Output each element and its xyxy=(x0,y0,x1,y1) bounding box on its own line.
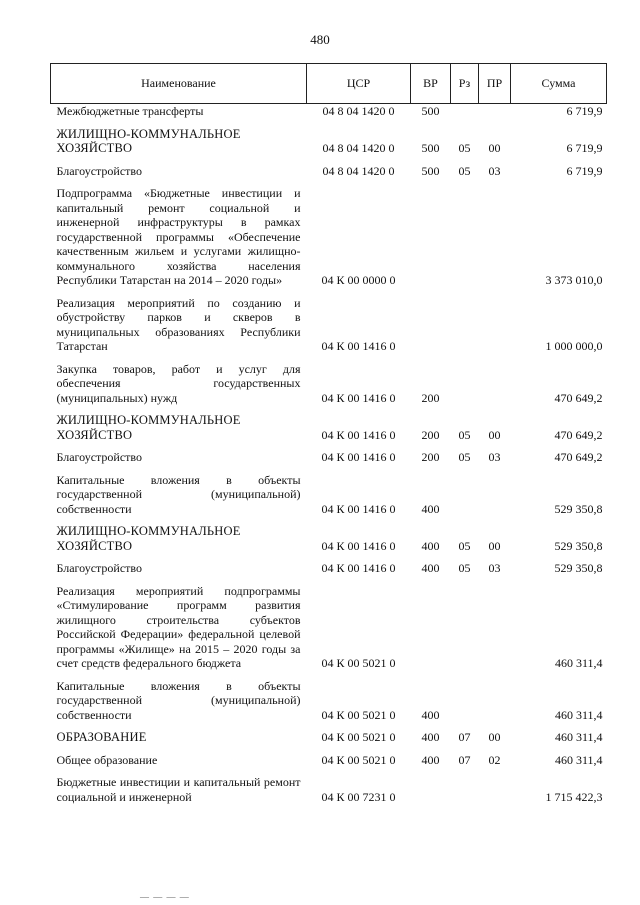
table-row xyxy=(51,104,607,119)
cell-sum: 529 350,8 xyxy=(554,561,603,575)
cell-csr: 04 К 00 1416 0 xyxy=(321,427,396,442)
cell-csr: 04 К 00 5021 0 xyxy=(321,752,396,767)
cell-sum: 529 350,8 xyxy=(554,538,603,553)
header-vr: ВР xyxy=(411,64,451,104)
cell-vr: 500 xyxy=(421,163,440,178)
cell-pr: 03 xyxy=(488,163,501,178)
cell-rz: 05 xyxy=(458,141,471,155)
table-row xyxy=(51,473,607,517)
cell-name: Общее образование xyxy=(56,752,158,767)
cell-name: Благоустройство xyxy=(56,561,143,575)
cell-sum: 6 719,9 xyxy=(566,163,603,178)
cell-name: Бюджетные инвестиции и капитальный ремонт социальной и инженерной xyxy=(56,775,301,804)
cell-rz: 05 xyxy=(458,163,471,178)
cell-pr xyxy=(479,775,511,804)
table-row xyxy=(51,524,607,553)
cell-name: ЖИЛИЩНО-КОММУНАЛЬНОЕ ХОЗЯЙСТВО xyxy=(56,126,241,155)
cell-sum: 460 311,4 xyxy=(554,752,603,767)
cell-rz: 05 xyxy=(458,561,471,575)
cell-rz xyxy=(451,296,479,354)
table-row xyxy=(51,362,607,406)
table-row xyxy=(51,584,607,671)
cell-csr: 04 К 00 1416 0 xyxy=(321,538,396,553)
budget-table xyxy=(50,63,607,804)
cell-pr: 03 xyxy=(488,450,501,464)
cell-csr: 04 8 04 1420 0 xyxy=(322,163,395,178)
cell-name: ОБРАЗОВАНИЕ xyxy=(56,730,147,744)
cell-csr: 04 К 00 5021 0 xyxy=(321,707,396,722)
page-number: 480 xyxy=(310,32,330,47)
scan-artifact: — — — — xyxy=(140,892,190,902)
cell-name: Реализация мероприятий подпрограммы «Стимулирование программ развития жилищного строительства субъектов Российской Федерации» федеральной целевой программы «Жилище» на 2015 – 2020 годы за счет средств федерального бюджета xyxy=(56,583,301,670)
row-spacer xyxy=(51,354,607,362)
cell-pr: 02 xyxy=(488,752,501,767)
cell-rz: 05 xyxy=(458,427,471,442)
table-body xyxy=(51,104,607,805)
cell-pr: 00 xyxy=(488,538,501,553)
row-spacer xyxy=(51,442,607,450)
cell-sum: 460 311,4 xyxy=(554,730,603,744)
cell-sum: 460 311,4 xyxy=(554,656,603,670)
cell-csr: 04 К 00 0000 0 xyxy=(321,273,396,287)
cell-pr xyxy=(479,362,511,406)
cell-rz xyxy=(451,473,479,517)
cell-rz xyxy=(451,186,479,288)
cell-sum: 470 649,2 xyxy=(554,390,603,405)
row-spacer xyxy=(51,156,607,164)
cell-csr: 04 К 00 1416 0 xyxy=(321,450,396,464)
cell-vr xyxy=(411,775,451,804)
cell-vr: 200 xyxy=(421,427,440,442)
row-spacer xyxy=(51,576,607,584)
cell-sum: 460 311,4 xyxy=(554,707,603,722)
table-row xyxy=(51,561,607,576)
table-header xyxy=(51,64,607,104)
cell-name: Капитальные вложения в объекты государственной (муниципальной) собственности xyxy=(56,678,301,722)
cell-pr xyxy=(479,473,511,517)
table-row xyxy=(51,753,607,768)
cell-sum: 470 649,2 xyxy=(554,450,603,464)
cell-pr: 00 xyxy=(488,730,501,744)
header-sum: Сумма xyxy=(511,64,607,104)
cell-rz: 07 xyxy=(458,752,471,767)
cell-rz xyxy=(451,584,479,671)
cell-rz xyxy=(451,362,479,406)
cell-sum: 1 715 422,3 xyxy=(545,789,603,804)
row-spacer xyxy=(51,767,607,775)
cell-rz: 05 xyxy=(458,538,471,553)
table-row xyxy=(51,679,607,723)
cell-csr: 04 8 04 1420 0 xyxy=(322,141,395,155)
cell-name: ЖИЛИЩНО-КОММУНАЛЬНОЕ ХОЗЯЙСТВО xyxy=(56,413,241,442)
row-spacer xyxy=(51,288,607,296)
header-csr: ЦСР xyxy=(307,64,411,104)
row-spacer xyxy=(51,465,607,473)
cell-csr: 04 К 00 1416 0 xyxy=(321,501,396,516)
cell-pr xyxy=(479,584,511,671)
cell-vr: 400 xyxy=(421,730,440,744)
cell-name: Реализация мероприятий по созданию и обустройству парков и скверов в муниципальных образованиях Республики Татарстан xyxy=(56,295,301,353)
table-row xyxy=(51,413,607,442)
cell-vr: 400 xyxy=(421,707,440,722)
header-pr: ПР xyxy=(479,64,511,104)
table-row xyxy=(51,164,607,179)
table-row xyxy=(51,450,607,465)
cell-sum: 470 649,2 xyxy=(554,427,603,442)
cell-csr: 04 К 00 5021 0 xyxy=(321,656,396,670)
cell-rz xyxy=(451,775,479,804)
table-row xyxy=(51,127,607,156)
cell-vr: 400 xyxy=(421,561,440,575)
cell-pr xyxy=(479,104,511,119)
cell-vr: 200 xyxy=(421,390,440,405)
row-spacer xyxy=(51,516,607,524)
cell-csr: 04 К 00 1416 0 xyxy=(321,339,396,353)
row-spacer xyxy=(51,671,607,679)
table-row xyxy=(51,730,607,745)
cell-pr: 00 xyxy=(488,141,501,155)
cell-rz: 05 xyxy=(458,450,471,464)
row-spacer xyxy=(51,745,607,753)
cell-vr: 200 xyxy=(421,450,440,464)
cell-sum: 6 719,9 xyxy=(511,104,607,119)
row-spacer xyxy=(51,553,607,561)
cell-pr xyxy=(479,679,511,723)
cell-sum: 1 000 000,0 xyxy=(545,339,603,353)
cell-csr: 04 К 00 1416 0 xyxy=(321,561,396,575)
row-spacer xyxy=(51,178,607,186)
cell-name: Закупка товаров, работ и услуг для обеспечения государственных (муниципальных) нужд xyxy=(56,361,301,405)
row-spacer xyxy=(51,405,607,413)
cell-vr xyxy=(411,186,451,288)
cell-sum: 6 719,9 xyxy=(566,141,603,155)
cell-csr: 04 8 04 1420 0 xyxy=(307,104,411,119)
cell-name: Благоустройство xyxy=(56,163,143,178)
table-row xyxy=(51,186,607,288)
table-row xyxy=(51,296,607,354)
row-spacer xyxy=(51,119,607,127)
cell-csr: 04 К 00 5021 0 xyxy=(321,730,396,744)
header-rz: Рз xyxy=(451,64,479,104)
cell-name: ЖИЛИЩНО-КОММУНАЛЬНОЕ ХОЗЯЙСТВО xyxy=(56,524,241,553)
cell-name: Капитальные вложения в объекты государственной (муниципальной) собственности xyxy=(56,472,301,516)
cell-pr xyxy=(479,296,511,354)
cell-pr: 00 xyxy=(488,427,501,442)
row-spacer xyxy=(51,722,607,730)
cell-csr: 04 К 00 7231 0 xyxy=(321,789,396,804)
cell-vr: 400 xyxy=(421,752,440,767)
cell-vr: 400 xyxy=(421,538,440,553)
cell-csr: 04 К 00 1416 0 xyxy=(321,390,396,405)
cell-sum: 3 373 010,0 xyxy=(545,273,603,287)
cell-rz xyxy=(451,679,479,723)
cell-name: Межбюджетные трансферты xyxy=(51,104,307,119)
cell-sum: 529 350,8 xyxy=(554,501,603,516)
cell-name: Подпрограмма «Бюджетные инвестиции и капитальный ремонт социальной и инженерной инфраструктуры в рамках государственной программы «Обеспечение качественным жильем и услугами жилищно-коммунального хозяйства населения Республики Татарстан на 2014 – 2020 годы» xyxy=(56,186,301,287)
cell-vr: 400 xyxy=(421,501,440,516)
cell-vr: 500 xyxy=(411,104,451,119)
cell-vr: 500 xyxy=(421,141,440,155)
cell-vr xyxy=(411,296,451,354)
table-row xyxy=(51,775,607,804)
header-name: Наименование xyxy=(51,64,307,104)
cell-pr xyxy=(479,186,511,288)
cell-name: Благоустройство xyxy=(56,450,143,464)
cell-rz: 07 xyxy=(458,730,471,744)
cell-rz xyxy=(451,104,479,119)
cell-pr: 03 xyxy=(488,561,501,575)
cell-vr xyxy=(411,584,451,671)
